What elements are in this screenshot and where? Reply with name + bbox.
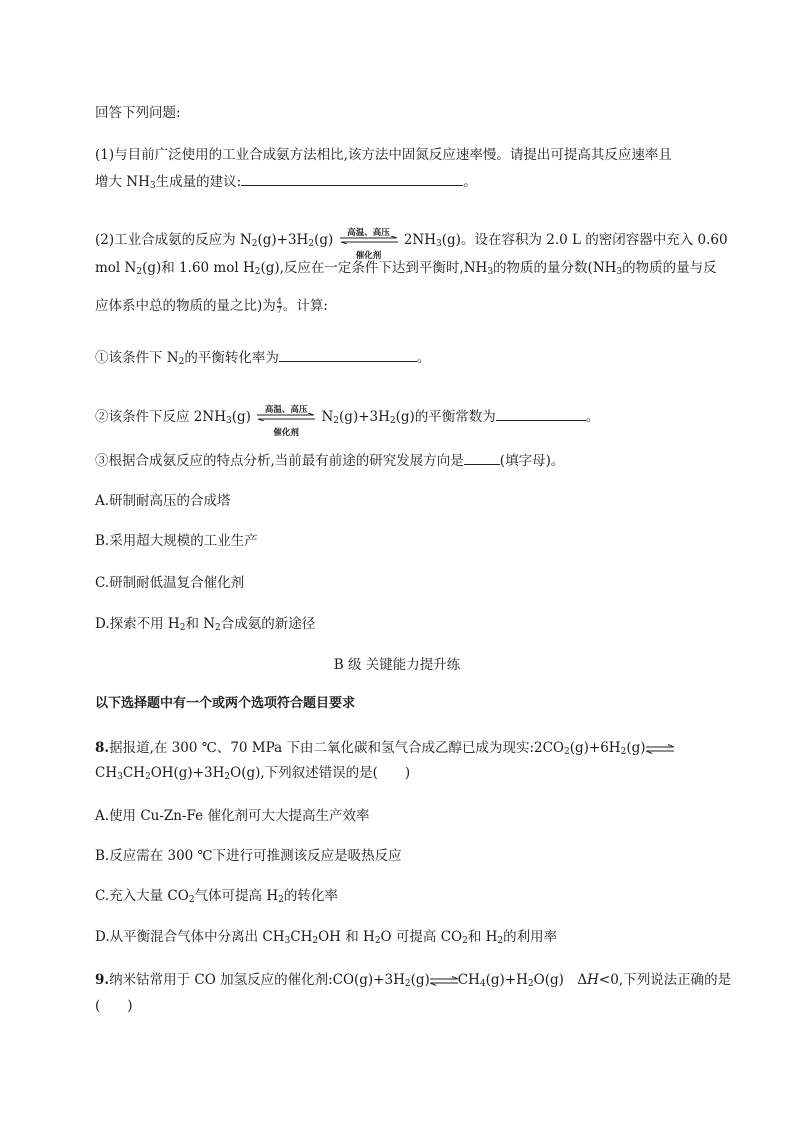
- q9-line2: ( ): [95, 998, 133, 1014]
- intro-text: 回答下列问题:: [95, 105, 181, 121]
- option-a: A.研制耐高压的合成塔: [95, 493, 231, 509]
- q2-line2: mol $N_2(g)$和 1.60 mol $H_2(g)$,反应在一定条件下达到平衡时$,NH_3$的物质的量分数($NH_3$的物质的量与反: [95, 260, 717, 277]
- option-b: B.采用超大规模的工业生产: [95, 533, 258, 549]
- sub2-line: ②该条件下反应 $2NH_3(g)$ 高温、高压 催化剂 $N_2(g)+3H_2(g)$的平衡常数为 。: [95, 404, 600, 438]
- instruction-text: 以下选择题中有一个或两个选项符合题目要求: [95, 696, 356, 711]
- q1-line1: (1)与目前广泛使用的工业合成氨方法相比,该方法中固氮反应速率慢。请提出可提高其反应速率且: [95, 147, 672, 163]
- answer-blank[interactable]: [464, 450, 500, 465]
- answer-blank[interactable]: [496, 406, 586, 421]
- equilibrium-arrow-icon: 高温、高压 催化剂: [257, 410, 315, 426]
- equilibrium-arrow-icon: 高温、高压 催化剂: [340, 233, 398, 249]
- sub1-line: ①该条件下 $N_2$的平衡转化率为 。: [95, 347, 430, 368]
- q2-line1: (2)工业合成氨的反应为 $N_2(g)+3H_2(g)$ 高温、高压 催化剂 $2NH_3(g)$。设在容积为 2.0 L 的密闭容器中充入 0.60: [95, 227, 728, 261]
- q8-option-a: A.使用 Cu-Zn-Fe 催化剂可大大提高生产效率: [95, 808, 370, 824]
- fraction: $\frac{4}{7}$: [276, 297, 282, 315]
- q8-line2: $CH_3CH_2OH(g)+3H_2O(g)$,下列叙述错误的是( ): [95, 765, 411, 782]
- q8-option-b: B.反应需在 300 ℃下进行可推测该反应是吸热反应: [95, 848, 402, 864]
- equilibrium-arrow-icon: [646, 744, 674, 754]
- option-d: D.探索不用 $H_2$和 $N_2$合成氨的新途径: [95, 616, 316, 633]
- q8-option-c: C.充入大量 $CO_2$气体可提高 $H_2$的转化率: [95, 888, 338, 905]
- q2-line3: 应体系中总的物质的量之比)为 $\frac{4}{7}$ 。计算:: [95, 297, 328, 315]
- equilibrium-arrow-icon: [430, 976, 458, 986]
- q1-line2: 增大 $NH_3$生成量的建议: 。: [95, 171, 477, 192]
- q8-line1: 8.据报道,在 300 ℃、70 MPa 下由二氧化碳和氢气合成乙醇已成为现实$:2CO_2(g)+6H_2(g)$: [95, 738, 674, 758]
- section-title: B 级 关键能力提升练: [333, 657, 461, 673]
- option-c: C.研制耐低温复合催化剂: [95, 575, 245, 591]
- q9-line1: 9.纳米钴常用于 CO 加氢反应的催化剂$:CO(g)+3H_2(g)$ $CH_4(g)+H_2O(g)$ ΔH<0,下列说法正确的是: [95, 972, 732, 989]
- answer-blank[interactable]: [279, 347, 417, 362]
- q8-option-d: D.从平衡混合气体中分离出 $CH_3CH_2OH$ 和 $H_2O$ 可提高 $CO_2$和 $H_2$的利用率: [95, 929, 558, 946]
- answer-blank[interactable]: [241, 171, 463, 186]
- sub3-line: ③根据合成氨反应的特点分析,当前最有前途的研究发展方向是 (填字母)。: [95, 450, 564, 471]
